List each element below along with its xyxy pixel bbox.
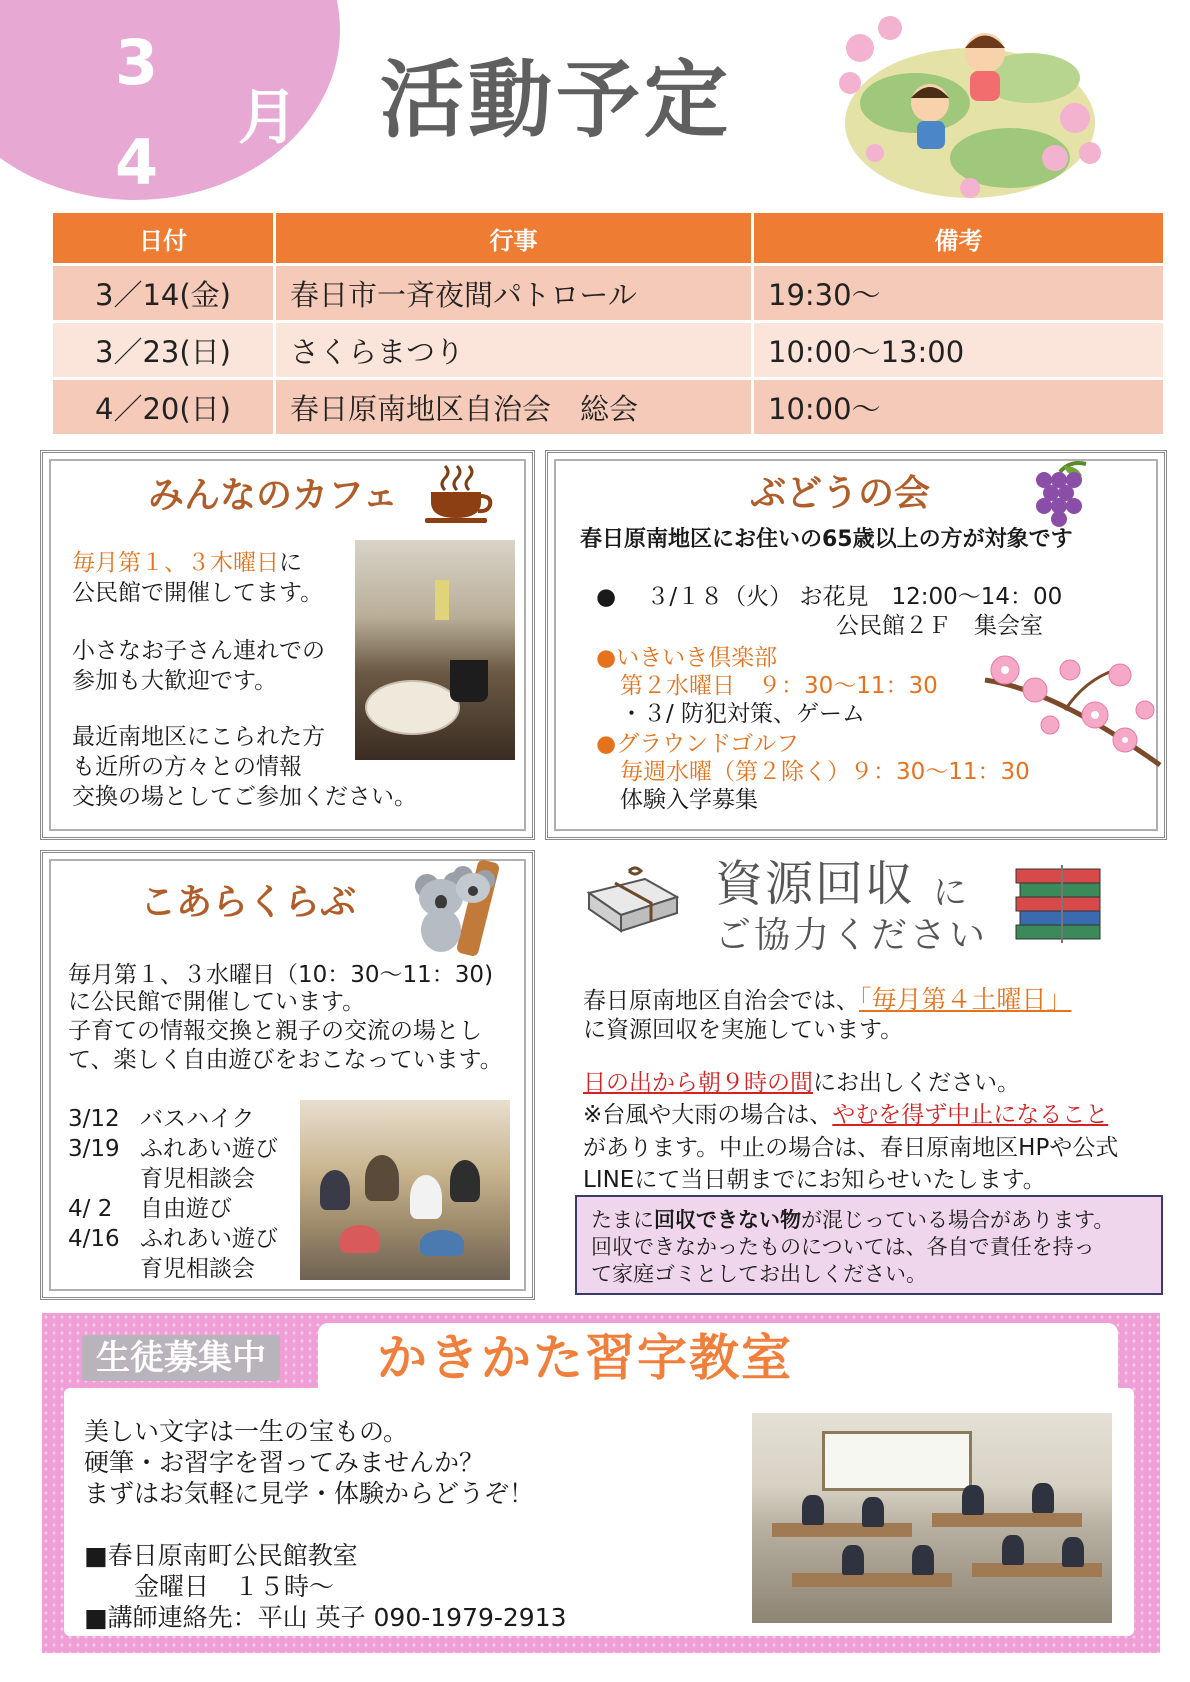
- budou-club2-note: 体験入学募集: [620, 787, 758, 813]
- koala-event-name: 自由遊び: [140, 1196, 232, 1222]
- recycle-time-suffix: にお出しください。: [813, 1070, 1020, 1096]
- koala-event-name: ふれあい遊び 育児相談会: [140, 1226, 278, 1282]
- row-date: 3／23(日): [53, 323, 273, 377]
- month-label: 月: [238, 83, 298, 153]
- calligraphy-section: [42, 1313, 1160, 1653]
- recycle-warn: [583, 1100, 1108, 1130]
- budou-title: ぶどうの会: [750, 473, 931, 514]
- schedule-table: [50, 210, 1166, 437]
- recycle-warn-highlight: やむを得ず中止になること: [832, 1102, 1109, 1128]
- recycle-warn-prefix: ※台風や大雨の場合は、: [583, 1102, 833, 1128]
- cafe-para3: 最近南地区にこられた方 も近所の方々との情報 交換の場としてご参加ください。: [72, 724, 417, 810]
- budou-club2-time: 毎週水曜（第２除く）９：30～11：30: [620, 759, 1030, 785]
- recycle-title-particle: に: [933, 873, 967, 913]
- cafe-photo: [355, 540, 515, 760]
- budou-subtitle: 春日原南地区にお住いの65歳以上の方が対象です: [580, 527, 1073, 552]
- cafe-para2: 小さなお子さん連れでの 参加も大歓迎です。: [72, 638, 325, 694]
- row-event: 春日原南地区自治会 総会: [276, 380, 751, 434]
- month-number-top: 3: [115, 26, 159, 99]
- table-header-row: [53, 213, 1163, 263]
- calligraphy-title: かきかた習字教室: [377, 1329, 793, 1387]
- header-note: 備考: [754, 213, 1163, 263]
- header-event: 行事: [276, 213, 751, 263]
- recycle-warn-rest: があります。中止の場合は、春日原南地区HPや公式 LINEにて当日朝までにお知らせいたします。: [583, 1135, 1119, 1193]
- recycle-time-highlight: 日の出から朝９時の間: [583, 1070, 813, 1096]
- budou-club1-time: 第２水曜日 ９：30～11：30: [620, 673, 938, 699]
- recycle-subtitle: ご協力ください: [715, 915, 989, 956]
- calligraphy-contact: ■講師連絡先：平山 英子 090-1979-2913: [84, 1603, 567, 1632]
- budou-club1-note: ・３/ 防犯対策、ゲーム: [620, 701, 866, 727]
- koala-event-date: 3/12: [68, 1106, 120, 1132]
- budou-event1-line1: ● ３/１８（火） お花見 12:00～14：00: [596, 584, 1063, 610]
- calligraphy-place: ■春日原南町公民館教室: [84, 1541, 358, 1570]
- koala-desc: に公民館で開催しています。 子育ての情報交換と親子の交流の場とし て、楽しく自由遊びをおこなっています。: [68, 989, 503, 1073]
- row-note: 19:30～: [754, 266, 1163, 320]
- cafe-photo-cup: [450, 660, 488, 702]
- recycle-title: 資源回収: [715, 856, 916, 912]
- newspaper-bundle-icon: [585, 865, 680, 935]
- coffee-cup-icon: [425, 462, 495, 524]
- cafe-schedule-suffix: に: [279, 550, 302, 576]
- children-illustration: [820, 8, 1110, 208]
- cherry-blossom-icon: [975, 640, 1165, 770]
- row-note: 10:00～13:00: [754, 323, 1163, 377]
- recycle-line1-prefix: 春日原南地区自治会では、: [583, 988, 859, 1014]
- budou-club2-name: ●グラウンドゴルフ: [596, 731, 800, 757]
- photo-whiteboard: [822, 1431, 972, 1491]
- page-title: 活動予定: [380, 51, 733, 149]
- recycle-notice: [575, 1195, 1163, 1295]
- header-date: 日付: [53, 213, 273, 263]
- recycle-line2: に資源回収を実施しています。: [583, 1017, 904, 1043]
- calligraphy-time: 金曜日 １５時～: [84, 1572, 335, 1601]
- table-row: [53, 380, 1163, 434]
- notice-bold: 回収できない物: [654, 1208, 801, 1232]
- recycle-line1: [583, 985, 1072, 1016]
- row-event: 春日市一斉夜間パトロール: [276, 266, 751, 320]
- recycle-day-highlight: 「毎月第４土曜日」: [859, 985, 1072, 1014]
- month-number-bottom: 4: [115, 126, 159, 199]
- cafe-line2: 公民館で開催してます。: [72, 580, 324, 606]
- koala-event-date: 4/ 2: [68, 1196, 113, 1222]
- cafe-photo-plate: [365, 680, 460, 735]
- table-row: [53, 323, 1163, 377]
- koala-schedule-highlight: 毎月第１、３水曜日（10：30～11：30): [68, 962, 494, 988]
- recycle-time: [583, 1068, 1020, 1098]
- notice-rest: が混じっている場合があります。 回収できなかったものについては、各自で責任を持っ て家庭ゴミとしてお出しください。: [591, 1208, 1115, 1286]
- koala-event-name: ふれあい遊び 育児相談会: [140, 1136, 278, 1192]
- budou-event1-line2: 公民館２Ｆ 集会室: [836, 613, 1043, 639]
- cafe-photo-vase: [435, 580, 449, 620]
- koala-event-name: バスハイク: [140, 1106, 255, 1132]
- notice-prefix: たまに: [591, 1208, 654, 1232]
- row-date: 4／20(日): [53, 380, 273, 434]
- row-date: 3／14(金): [53, 266, 273, 320]
- koala-photo: [300, 1100, 510, 1280]
- calligraphy-intro: 美しい文字は一生の宝もの。 硬筆・お習字を習ってみませんか？ まずはお気軽に見学・体験からどうぞ！: [84, 1417, 535, 1508]
- book-stack-icon: [1012, 865, 1107, 943]
- cafe-schedule-highlight: 毎月第１、３木曜日: [72, 550, 279, 576]
- budou-club1-name: ●いきいき倶楽部: [596, 645, 778, 671]
- koala-title: こあらくらぶ: [140, 882, 357, 923]
- table-row: [53, 266, 1163, 320]
- koala-event-date: 3/19: [68, 1136, 120, 1162]
- cafe-title: みんなのカフェ: [148, 475, 399, 516]
- calligraphy-photo: [752, 1413, 1112, 1623]
- cafe-schedule: [72, 548, 302, 578]
- row-note: 10:00～: [754, 380, 1163, 434]
- koala-icon: [405, 858, 510, 958]
- grapes-icon: [1030, 458, 1092, 528]
- koala-event-date: 4/16: [68, 1226, 120, 1252]
- recruit-badge: 生徒募集中: [82, 1335, 280, 1381]
- row-event: さくらまつり: [276, 323, 751, 377]
